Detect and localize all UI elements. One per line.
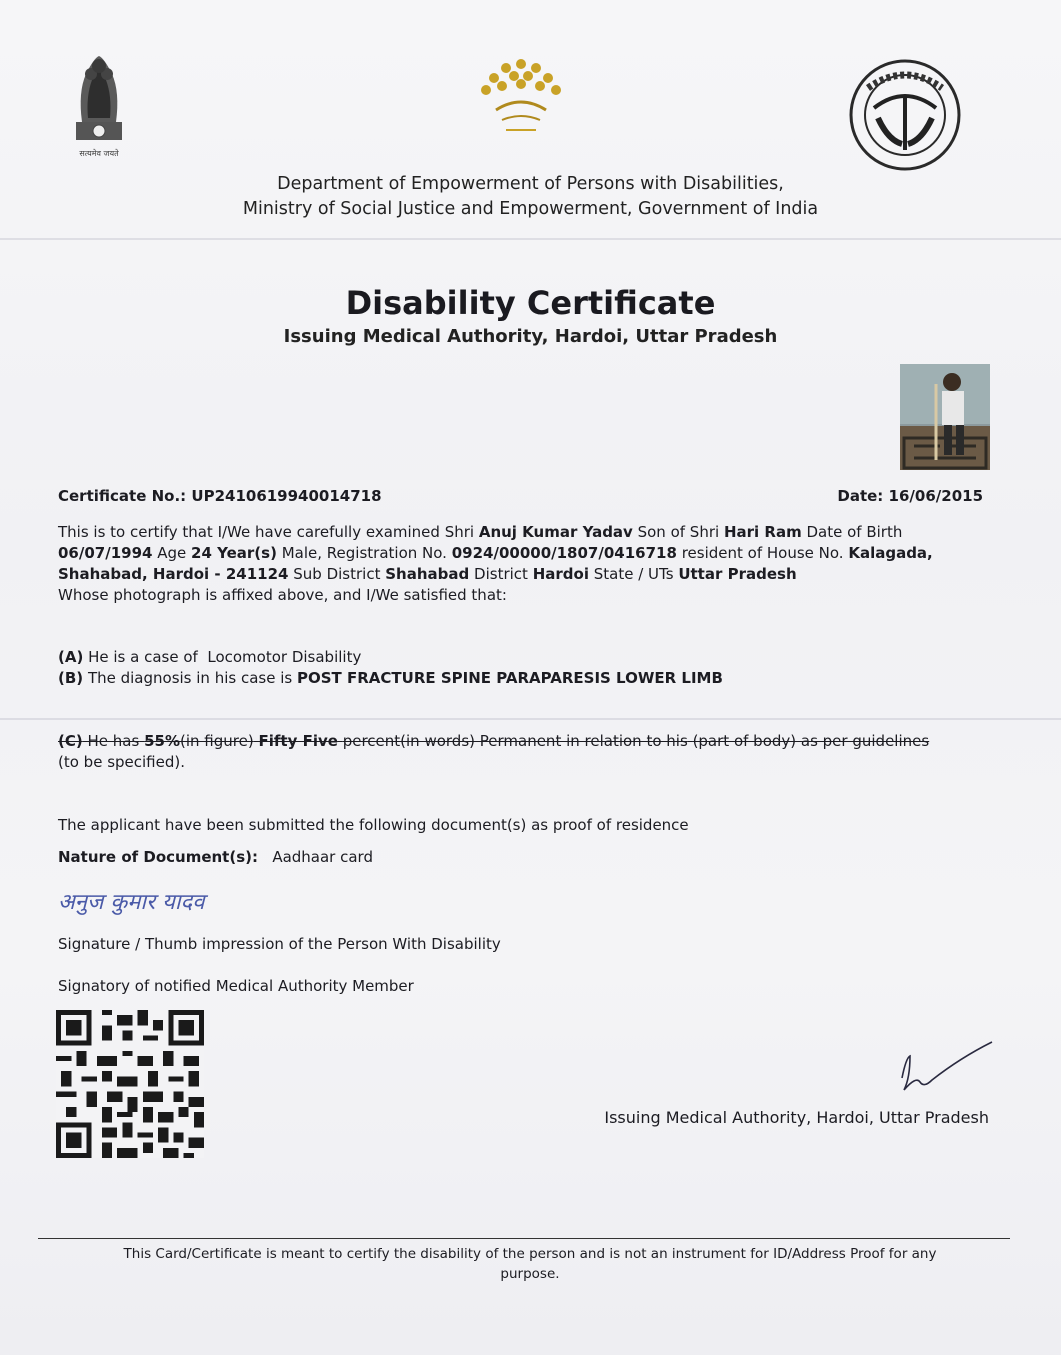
registration-number: 0924/00000/1807/0416718 (451, 544, 677, 562)
age-value: 24 Year(s) (191, 544, 277, 562)
certificate-number (58, 487, 382, 505)
uttar-pradesh-seal-icon (848, 58, 962, 172)
state-label: State / UTs (593, 565, 674, 583)
finding-b-key: (B) (58, 669, 84, 687)
address-value: Kalagada, Shahabad, Hardoi - 241124 (58, 544, 933, 583)
finding-c-continued: (to be specified). (58, 753, 185, 771)
documents-statement: The applicant have been submitted the following document(s) as proof of residence (58, 816, 689, 834)
authority-member-label: Signatory of notified Medical Authority Member (58, 977, 414, 995)
district-value: Hardoi (532, 565, 589, 583)
certificate-subtitle: Issuing Medical Authority, Hardoi, Uttar Pradesh (283, 326, 778, 347)
department-line-1: Department of Empowerment of Persons with Disabilities, (277, 174, 784, 194)
certificate-title: Disability Certificate (345, 284, 716, 322)
closing-text: Whose photograph is affixed above, and I/We satisfied that: (58, 586, 507, 604)
finding-b-text: The diagnosis in his case is (87, 669, 293, 687)
sub-district-label: Sub District (293, 565, 381, 583)
age-label: Age (157, 544, 187, 562)
sugamya-logo-icon (466, 54, 576, 140)
certificate-number-value: UP2410619940014718 (191, 487, 382, 505)
emblem-caption: सत्यमेव जयते (79, 149, 119, 158)
finding-c (58, 732, 998, 750)
district-label: District (474, 565, 528, 583)
intro-text: This is to certify that I/We have carefully examined Shri (58, 523, 475, 541)
finding-c-text2: (in figure) (180, 732, 254, 750)
disability-type: Locomotor Disability (207, 648, 362, 666)
sub-district-value: Shahabad (385, 565, 470, 583)
national-emblem-icon (64, 52, 134, 162)
diagnosis-value: POST FRACTURE SPINE PARAPARESIS LOWER LIMB (296, 669, 723, 687)
registration-label: Male, Registration No. (281, 544, 447, 562)
father-name: Hari Ram (723, 523, 802, 541)
disability-percent-words: Fifty Five (258, 732, 338, 750)
resident-label: resident of House No. (681, 544, 844, 562)
qr-code-icon (56, 1010, 204, 1158)
finding-c-text3: percent(in words) Permanent in relation to his (342, 732, 688, 750)
finding-a (58, 648, 361, 666)
finding-a-key: (A) (58, 648, 84, 666)
authority-signature (880, 1038, 1000, 1108)
disability-percent: 55% (144, 732, 180, 750)
certificate-date (837, 487, 983, 505)
applicant-name: Anuj Kumar Yadav (478, 523, 633, 541)
finding-c-struck-text (58, 732, 929, 750)
finding-c-key: (C) (58, 732, 83, 750)
footer-line-2: purpose. (500, 1266, 560, 1282)
fold-line (0, 718, 1061, 720)
son-of-label: Son of Shri (637, 523, 720, 541)
footer-note (80, 1244, 980, 1284)
finding-c-text1: He has (87, 732, 140, 750)
nature-label: Nature of Document(s): (58, 848, 258, 866)
finding-b (58, 669, 723, 687)
nature-of-document (58, 848, 373, 866)
fold-line (0, 238, 1061, 240)
applicant-signature: अनुज कुमार यादव (58, 890, 205, 915)
date-label: Date: (837, 487, 884, 505)
certification-paragraph (58, 522, 998, 606)
department-heading (0, 172, 1061, 222)
footer-line-1: This Card/Certificate is meant to certify the disability of the person and is not an instrument for ID/Address Proof for any (123, 1246, 937, 1262)
certificate-number-label: Certificate No.: (58, 487, 187, 505)
footer-divider (38, 1238, 1010, 1239)
finding-c-text4: (part of body) as per guidelines (692, 732, 930, 750)
issuing-authority-label: Issuing Medical Authority, Hardoi, Uttar Pradesh (604, 1108, 989, 1127)
state-value: Uttar Pradesh (678, 565, 797, 583)
nature-value: Aadhaar card (272, 848, 373, 866)
person-signature-label: Signature / Thumb impression of the Person With Disability (58, 935, 501, 953)
dob-value: 06/07/1994 (58, 544, 153, 562)
department-line-2: Ministry of Social Justice and Empowerment, Government of India (242, 199, 819, 219)
applicant-photo (900, 364, 990, 470)
date-value: 16/06/2015 (888, 487, 983, 505)
finding-a-text: He is a case of (88, 648, 198, 666)
dob-label: Date of Birth (806, 523, 903, 541)
